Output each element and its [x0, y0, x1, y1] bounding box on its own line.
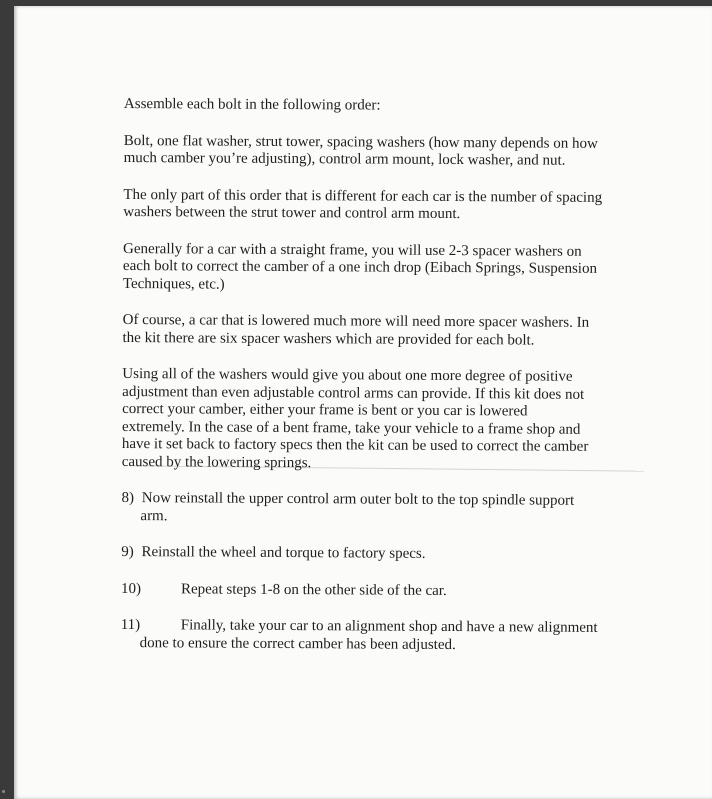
- step-9: [121, 544, 601, 564]
- scan-speck: [2, 790, 5, 793]
- step-8-number: 8): [121, 489, 135, 507]
- step-10: [121, 580, 601, 600]
- intro-paragraph: Assemble each bolt in the following order:: [123, 96, 381, 114]
- assembly-order-paragraph: Bolt, one flat washer, strut tower, spacing washers (how many depends on how much camber you’re adjusting), control arm mount, lock washer, and nut.: [123, 132, 598, 169]
- step-10-number: 10): [120, 580, 142, 597]
- step-9-number: 9): [121, 543, 134, 561]
- lowered-more-paragraph: Of course, a car that is lowered much more will need more spacer washers. In the kit there are six spacer washers which are provided for each bolt.: [122, 311, 590, 349]
- document-body: [121, 96, 604, 655]
- difference-paragraph: The only part of this order that is different for each car is the number of spacing washers between the strut tower and control arm mount.: [123, 186, 603, 223]
- straight-frame-paragraph: Generally for a car with a straight frame, you will use 2-3 spacer washers on each bolt to correct the camber of a one inch drop (Eibach Springs, Suspension Techniques, etc.): [122, 240, 598, 293]
- step-9-text: Reinstall the wheel and torque to factory specs.: [141, 544, 426, 562]
- step-8-text: Now reinstall the upper control arm outer bolt to the top spindle support arm.: [140, 490, 575, 524]
- step-11: [121, 617, 601, 655]
- step-10-text: Repeat steps 1-8 on the other side of the car.: [180, 580, 447, 599]
- step-11-text: Finally, take your car to an alignment shop and have a new alignment done to ensure the correct camber has been adjusted.: [139, 617, 598, 653]
- step-8: [121, 490, 601, 528]
- step-11-number: 11): [120, 616, 141, 634]
- all-washers-paragraph: Using all of the washers would give you about one more degree of positive adjustment than even adjustable control arms can provide. If this kit does not correct your camber, either your frame is bent or you car is lowered extremely. In the case of a bent frame, take your vehicle to a frame shop and have it set back to factory specs then the kit can be used to correct the camber caused by the lowering springs.: [121, 365, 589, 471]
